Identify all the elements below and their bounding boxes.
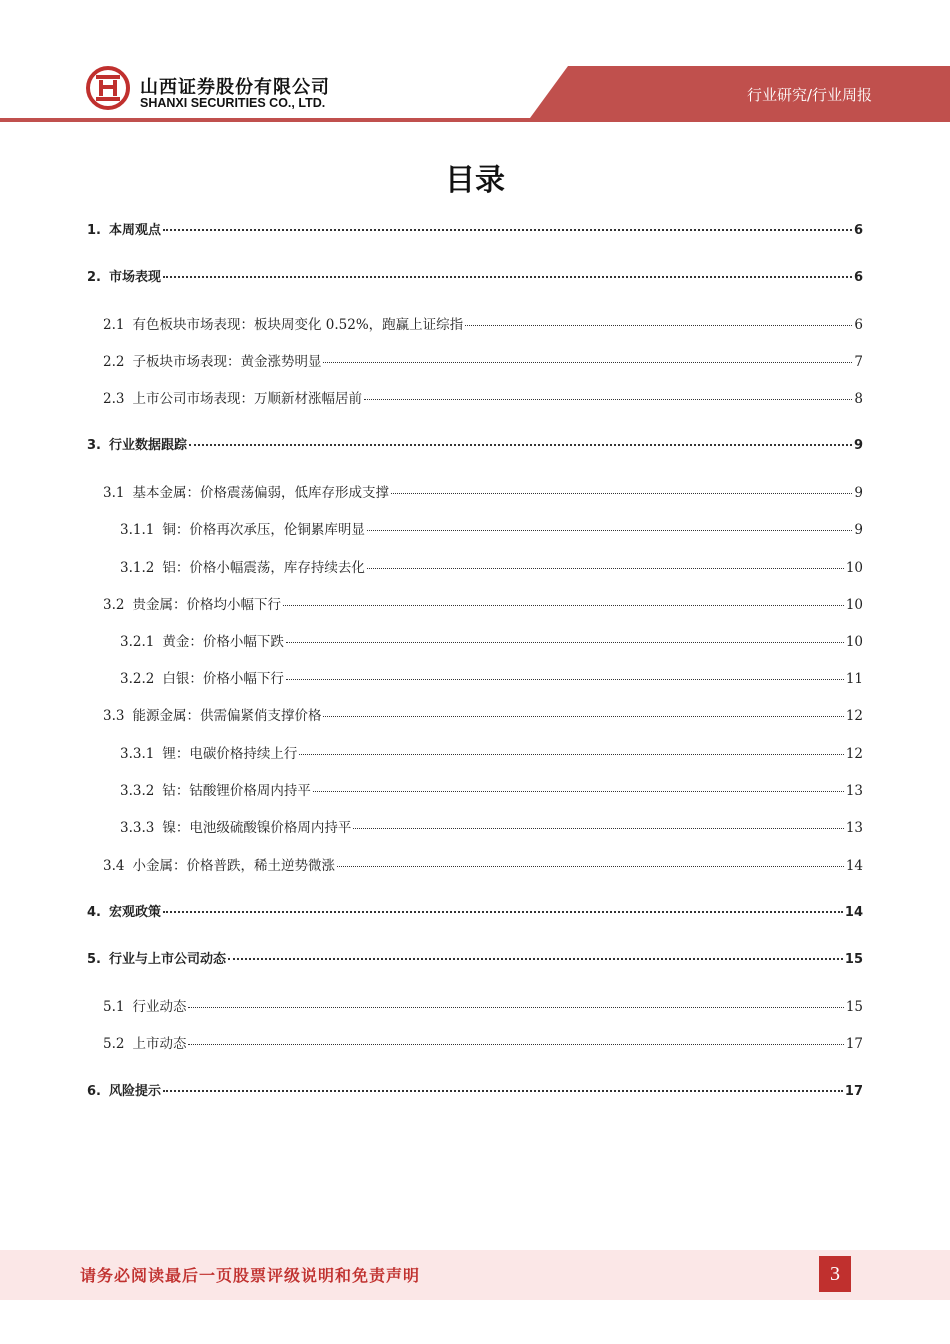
toc-leader-dots xyxy=(188,1007,843,1008)
toc-entry-title: 铝：价格小幅震荡，库存持续去化 xyxy=(162,560,365,576)
toc-entry-title: 上市动态 xyxy=(132,1036,187,1052)
toc-title: 目录 xyxy=(445,163,505,198)
toc-entry-title: 有色板块市场表现：板块周变化 0.52%，跑赢上证综指 xyxy=(132,317,464,333)
toc-entry[interactable] xyxy=(103,350,863,372)
toc-entry-number: 3.3.3 xyxy=(120,820,155,836)
toc-entry-number: 3.3 xyxy=(103,708,125,724)
toc-entry-title: 宏观政策 xyxy=(108,905,161,920)
toc-entry-number: 3.4 xyxy=(103,858,125,874)
toc-entry[interactable] xyxy=(87,266,863,288)
toc-entry[interactable] xyxy=(103,1032,863,1054)
toc-entry-page: 6 xyxy=(853,270,863,285)
company-logo-icon xyxy=(86,66,130,110)
toc-leader-dots xyxy=(189,444,852,446)
toc-entry[interactable] xyxy=(120,518,863,540)
toc-entry[interactable] xyxy=(87,901,863,923)
toc-entry[interactable] xyxy=(120,779,863,801)
toc-entry-title: 行业数据跟踪 xyxy=(108,438,187,453)
toc-entry-title: 白银：价格小幅下行 xyxy=(162,671,284,687)
toc-entry-number: 6. xyxy=(87,1084,101,1099)
toc-entry-title: 黄金：价格小幅下跌 xyxy=(162,634,284,650)
toc-leader-dots xyxy=(283,605,844,606)
page-header xyxy=(0,0,950,130)
toc-leader-dots xyxy=(299,754,843,755)
toc-entry-title: 镍：电池级硫酸镍价格周内持平 xyxy=(162,820,352,836)
disclaimer-notice: 请务必阅读最后一页股票评级说明和免责声明 xyxy=(80,1266,421,1285)
toc-entry-page: 13 xyxy=(845,820,863,836)
toc-entry[interactable] xyxy=(87,219,863,241)
toc-leader-dots xyxy=(323,716,843,717)
toc-entry-title: 上市公司市场表现：万顺新材涨幅居前 xyxy=(132,391,362,407)
toc-entry-number: 2.3 xyxy=(103,391,125,407)
toc-entry-number: 3. xyxy=(87,438,101,453)
report-category: 行业研究/行业周报 xyxy=(746,86,872,104)
toc-entry-title: 子板块市场表现：黄金涨势明显 xyxy=(132,354,322,370)
toc-entry-number: 3.1.1 xyxy=(120,522,155,538)
page-number: 3 xyxy=(819,1256,851,1292)
toc-leader-dots xyxy=(286,679,844,680)
toc-leader-dots xyxy=(163,911,843,913)
toc-entry-number: 2.2 xyxy=(103,354,125,370)
toc-entry-title: 钴：钴酸锂价格周内持平 xyxy=(162,783,311,799)
toc-entry-number: 4. xyxy=(87,905,101,920)
toc-entry-page: 17 xyxy=(845,1036,863,1052)
toc-entry-number: 3.3.2 xyxy=(120,783,155,799)
toc-entry-number: 5.1 xyxy=(103,999,125,1015)
toc-leader-dots xyxy=(367,568,844,569)
toc-entry-page: 15 xyxy=(845,999,863,1015)
toc-entry[interactable] xyxy=(103,481,863,503)
toc-leader-dots xyxy=(163,276,852,278)
toc-entry-page: 6 xyxy=(853,223,863,238)
toc-entry-number: 3.2.1 xyxy=(120,634,155,650)
company-name-cn: 山西证券股份有限公司 xyxy=(140,77,330,98)
toc-entry-number: 3.2 xyxy=(103,597,125,613)
toc-entry[interactable] xyxy=(87,948,863,970)
toc-entry-number: 5. xyxy=(87,952,101,967)
toc-entry[interactable] xyxy=(103,704,863,726)
toc-entry-number: 3.1.2 xyxy=(120,560,155,576)
toc-entry-number: 3.1 xyxy=(103,485,125,501)
toc-leader-dots xyxy=(391,493,852,494)
toc-entry[interactable] xyxy=(120,816,863,838)
toc-entry[interactable] xyxy=(103,593,863,615)
toc-entry[interactable] xyxy=(103,313,863,335)
toc-entry-number: 2. xyxy=(87,270,101,285)
toc-leader-dots xyxy=(188,1044,843,1045)
toc-entry-page: 14 xyxy=(844,905,863,920)
toc-leader-dots xyxy=(313,791,844,792)
toc-leader-dots xyxy=(465,325,852,326)
toc-entry-page: 7 xyxy=(854,354,863,370)
toc-leader-dots xyxy=(323,362,852,363)
toc-entry-number: 5.2 xyxy=(103,1036,125,1052)
toc-entry[interactable] xyxy=(120,556,863,578)
toc-entry-title: 贵金属：价格均小幅下行 xyxy=(132,597,281,613)
toc-entry-title: 行业与上市公司动态 xyxy=(108,952,226,967)
toc-leader-dots xyxy=(353,828,843,829)
toc-entry[interactable] xyxy=(120,667,863,689)
toc-leader-dots xyxy=(163,1090,843,1092)
toc-leader-dots xyxy=(364,399,852,400)
toc-entry-page: 8 xyxy=(854,391,863,407)
toc-entry-number: 3.2.2 xyxy=(120,671,155,687)
toc-entry-page: 13 xyxy=(845,783,863,799)
toc-entry-page: 9 xyxy=(854,485,863,501)
toc-entry-title: 市场表现 xyxy=(108,270,161,285)
toc-entry-page: 9 xyxy=(854,522,863,538)
toc-entry-page: 9 xyxy=(853,438,863,453)
toc-entry[interactable] xyxy=(87,434,863,456)
toc-entry-page: 15 xyxy=(844,952,863,967)
toc-entry-number: 1. xyxy=(87,223,101,238)
toc-entry-page: 12 xyxy=(845,708,863,724)
toc-entry-title: 基本金属：价格震荡偏弱，低库存形成支撑 xyxy=(132,485,389,501)
toc-entry-title: 本周观点 xyxy=(108,223,161,238)
toc-leader-dots xyxy=(228,958,843,960)
toc-entry-page: 10 xyxy=(845,560,863,576)
toc-entry[interactable] xyxy=(103,854,863,876)
toc-entry[interactable] xyxy=(103,995,863,1017)
toc-leader-dots xyxy=(163,229,852,231)
toc-entry-title: 锂：电碳价格持续上行 xyxy=(162,746,298,762)
toc-entry-title: 小金属：价格普跌，稀土逆势微涨 xyxy=(132,858,335,874)
toc-leader-dots xyxy=(367,530,853,531)
toc-entry-page: 10 xyxy=(845,597,863,613)
toc-entry-page: 14 xyxy=(845,858,863,874)
toc-entry[interactable] xyxy=(120,630,863,652)
toc-entry[interactable] xyxy=(87,1080,863,1102)
toc-entry-title: 行业动态 xyxy=(132,999,187,1015)
toc-entry-number: 2.1 xyxy=(103,317,125,333)
toc-entry-number: 3.3.1 xyxy=(120,746,155,762)
toc-entry-page: 10 xyxy=(845,634,863,650)
toc-entry-title: 风险提示 xyxy=(108,1084,161,1099)
toc-entry-title: 能源金属：供需偏紧俏支撑价格 xyxy=(132,708,322,724)
page-footer xyxy=(0,1250,950,1300)
toc-entry-title: 铜：价格再次承压，伦铜累库明显 xyxy=(162,522,365,538)
toc-entry-page: 17 xyxy=(844,1084,863,1099)
toc-leader-dots xyxy=(337,866,844,867)
header-band xyxy=(0,0,950,130)
company-name-en: SHANXI SECURITIES CO., LTD. xyxy=(140,96,326,110)
toc-entry-page: 6 xyxy=(854,317,863,333)
toc-entry-page: 11 xyxy=(845,671,863,687)
toc-entry-page: 12 xyxy=(845,746,863,762)
toc-entry[interactable] xyxy=(103,387,863,409)
toc-leader-dots xyxy=(286,642,844,643)
toc-entry[interactable] xyxy=(120,742,863,764)
